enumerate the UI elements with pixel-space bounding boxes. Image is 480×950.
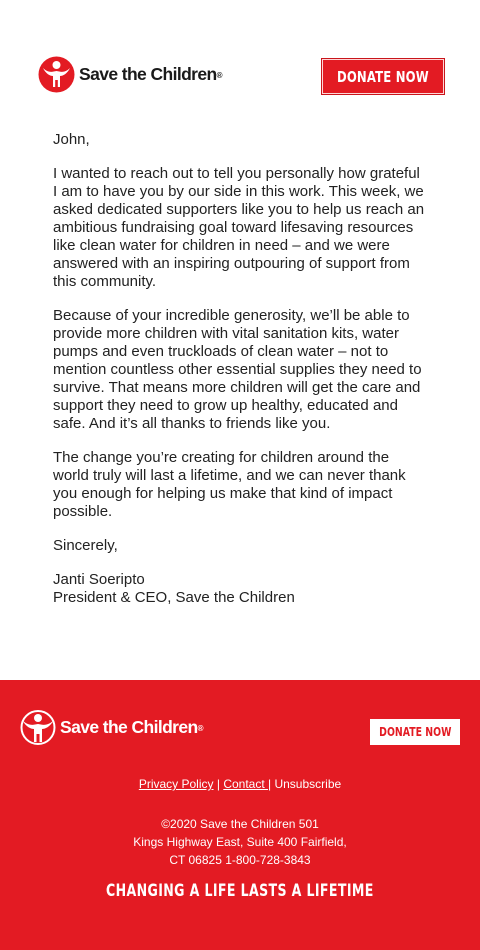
unsubscribe-link[interactable]: Unsubscribe (274, 777, 342, 791)
closing: Sincerely, (53, 537, 118, 554)
signer-name: Janti Soeripto (53, 571, 145, 588)
address-line: Kings Highway East, Suite 400 Fairfield, (133, 835, 347, 849)
footer-links (0, 777, 480, 791)
footer-address (0, 815, 480, 869)
link-separator: | (213, 777, 224, 791)
donate-now-button[interactable]: DONATE NOW (321, 58, 445, 95)
contact-link[interactable]: Contact (223, 777, 269, 791)
save-the-children-logo[interactable] (38, 56, 222, 93)
footer-tagline: CHANGING A LIFE LASTS A LIFETIME (106, 881, 374, 901)
footer-donate-now-button[interactable]: DONATE NOW (370, 719, 460, 745)
address-line: ©2020 Save the Children 501 (161, 817, 319, 831)
letter-body (53, 131, 425, 607)
email-header (0, 0, 480, 120)
link-separator: | (268, 777, 275, 791)
footer-logo[interactable] (20, 709, 203, 746)
letter-paragraph: I wanted to reach out to tell you personally how grateful I am to have you by our side in this work. This week, we asked dedicated supporters like you to help us reach an ambitious fundraising goal toward lifesaving resources like clean water for children in need – and we were answered with an inspiring outpouring of support from this community. (53, 165, 425, 290)
privacy-policy-link[interactable]: Privacy Policy (138, 777, 214, 791)
child-figure-icon (20, 709, 56, 746)
signer-title: President & CEO, Save the Children (53, 589, 295, 606)
logo-wordmark: Save the Children® (79, 64, 222, 84)
letter-paragraph: The change you’re creating for children around the world truly will last a lifetime, and we can never thank you enough for helping us make that kind of impact possible. (53, 449, 406, 520)
greeting: John, (53, 131, 90, 148)
letter-paragraph: Because of your incredible generosity, we’ll be able to provide more children with vital sanitation kits, water pumps and even truckloads of clean water – not to mention countless other essential supplies they need to survive. That means more children will get the care and support they need to grow up healthy, educated and safe. And it’s all thanks to friends like you. (53, 307, 422, 432)
child-figure-icon (38, 56, 75, 93)
address-line: CT 06825 1-800-728-3843 (169, 853, 311, 867)
footer-logo-wordmark: Save the Children® (60, 717, 203, 737)
